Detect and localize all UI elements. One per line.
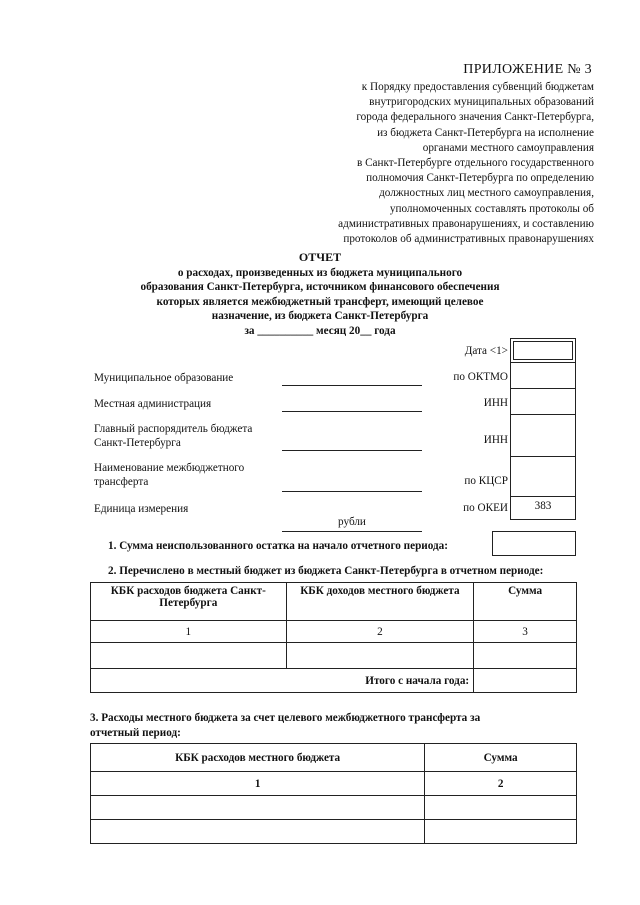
codes-divider [510, 388, 576, 389]
date-field[interactable] [513, 341, 573, 360]
annex-line: уполномоченных составлять протоколы об [389, 202, 594, 215]
table-cell[interactable] [91, 820, 425, 844]
header-cell: КБК расходов местного бюджета [91, 744, 425, 772]
inn-field[interactable] [513, 391, 573, 411]
table-row [91, 796, 577, 820]
okei-label: по ОКЕИ [463, 502, 508, 514]
column-number: 2 [425, 772, 577, 796]
annex-reference-text [338, 80, 594, 247]
administration-label: Местная администрация [94, 398, 212, 410]
table-header-row [91, 583, 577, 621]
codes-divider [510, 414, 576, 415]
oktmo-field[interactable] [513, 365, 573, 385]
expenses-table [90, 743, 577, 844]
table-cell[interactable] [425, 820, 577, 844]
total-amount-cell[interactable] [474, 669, 577, 693]
report-period-line: за __________ месяц 20__ года [244, 324, 396, 337]
annex-line: к Порядку предоставления субвенций бюджетам [361, 81, 594, 93]
transfer-name-label-line: Наименование межбюджетного [94, 462, 245, 474]
table-number-row [91, 772, 577, 796]
table-row [91, 643, 577, 669]
section3-title-line: 3. Расходы местного бюджета за счет целевого межбюджетного трансферта за [90, 712, 481, 724]
unit-value: рубли [282, 516, 422, 532]
report-subtitle-line: которых является межбюджетный трансферт, имеющий целевое [156, 295, 484, 308]
unit-label: Единица измерения [94, 503, 189, 515]
column-number: 1 [91, 621, 287, 643]
annex-line: из бюджета Санкт-Петербурга на исполнение [377, 126, 594, 139]
annex-line: в Санкт-Петербурге отдельного государственного [356, 157, 594, 170]
kcsr-label: по КЦСР [464, 475, 508, 487]
inn-label: ИНН [483, 397, 508, 409]
annex-title: ПРИЛОЖЕНИЕ № 3 [463, 62, 592, 77]
transfer-name-label [94, 461, 244, 489]
annex-line: полномочия Санкт-Петербурга по определению [366, 172, 594, 185]
budget-manager-label-line: Главный распорядитель бюджета [94, 423, 253, 435]
annex-line: должностных лиц местного самоуправления, [379, 187, 594, 200]
report-subtitle-line: о расходах, произведенных из бюджета муниципального [177, 267, 463, 279]
annex-line: административных правонарушениях, и составлению [338, 217, 594, 230]
codes-divider [510, 496, 576, 497]
section2-title: 2. Перечислено в местный бюджет из бюджета Санкт-Петербурга в отчетном периоде: [108, 565, 544, 577]
header-cell: КБК расходов бюджета Санкт-Петербурга [91, 583, 287, 621]
table-header-row [91, 744, 577, 772]
codes-divider [510, 362, 576, 363]
section1-title: 1. Сумма неиспользованного остатка на начало отчетного периода: [108, 540, 448, 552]
municipality-label: Муниципальное образование [94, 372, 234, 384]
administration-field[interactable] [282, 411, 422, 412]
annex-line: протоколов об административных правонарушениях [343, 233, 594, 246]
header-cell: КБК доходов местного бюджета [286, 583, 474, 621]
codes-divider [510, 456, 576, 457]
budget-manager-field[interactable] [282, 450, 422, 451]
section3-title [90, 711, 577, 741]
header-cell: Сумма [425, 744, 577, 772]
column-number: 1 [91, 772, 425, 796]
report-subtitle-line: образования Санкт-Петербурга, источником финансового обеспечения [140, 281, 500, 294]
report-subtitle-line: назначение, из бюджета Санкт-Петербурга [211, 310, 429, 323]
table-cell[interactable] [91, 796, 425, 820]
okei-value: 383 [534, 500, 552, 512]
budget-manager-label-line: Санкт-Петербурга [94, 437, 181, 449]
inn-label: ИНН [483, 434, 508, 446]
column-number: 2 [286, 621, 474, 643]
kcsr-field[interactable] [513, 460, 573, 493]
transfer-name-label-line: трансферта [94, 476, 149, 488]
date-label: Дата <1> [464, 345, 508, 357]
report-subtitle [0, 266, 640, 338]
table-cell[interactable] [474, 643, 577, 669]
table-cell[interactable] [286, 643, 474, 669]
table-number-row [91, 621, 577, 643]
table-cell[interactable] [425, 796, 577, 820]
total-label: Итого с начала года: [91, 669, 474, 693]
transfer-name-field[interactable] [282, 491, 422, 492]
column-number: 3 [474, 621, 577, 643]
annex-line: внутригородских муниципальных образований [369, 96, 594, 109]
inn-field[interactable] [513, 418, 573, 453]
oktmo-label: по ОКТМО [453, 371, 508, 383]
section1-amount-box[interactable] [492, 531, 576, 556]
municipality-field[interactable] [282, 385, 422, 386]
table-total-row [91, 669, 577, 693]
report-title: ОТЧЕТ [298, 250, 342, 264]
table-cell[interactable] [91, 643, 287, 669]
table-row [91, 820, 577, 844]
annex-line: города федерального значения Санкт-Петербурга, [356, 111, 594, 124]
transfer-table [90, 582, 577, 693]
section3-title-line: отчетный период: [90, 727, 181, 739]
budget-manager-label [94, 422, 252, 450]
header-cell: Сумма [474, 583, 577, 621]
annex-line: органами местного самоуправления [422, 141, 594, 154]
